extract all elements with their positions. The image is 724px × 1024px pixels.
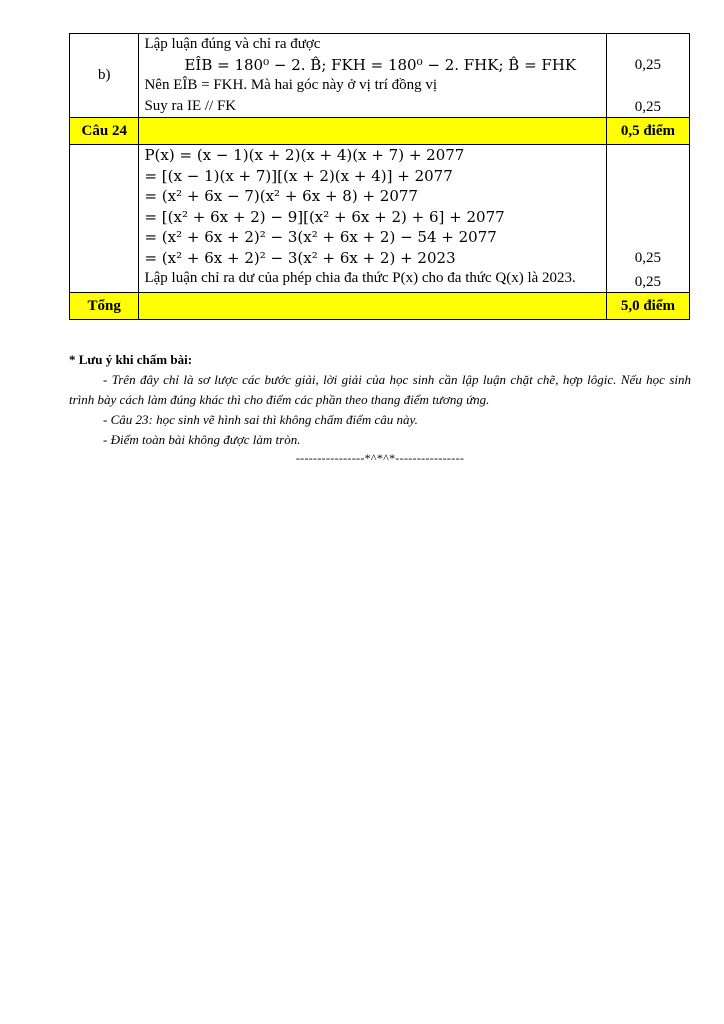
- total-row: [70, 293, 690, 320]
- solution-line: P(x) = (x − 1)(x + 2)(x + 4)(x + 7) + 2077: [144, 146, 465, 164]
- score-value: 0,25: [634, 273, 662, 290]
- solution-line: = (x² + 6x + 2)² − 3(x² + 6x + 2) − 54 + 2077: [144, 228, 497, 246]
- row-b-scores: [606, 34, 689, 118]
- total-points: 5,0 điểm: [606, 293, 689, 320]
- note-item: - Điểm toàn bài không được làm tròn.: [103, 432, 301, 447]
- question-24-blank: [139, 118, 606, 145]
- row-b-content: [139, 34, 606, 118]
- question-24-content-row: [70, 145, 690, 293]
- question-24-points: 0,5 điểm: [606, 118, 689, 145]
- score-value: 0,25: [634, 57, 662, 73]
- question-24-scores: [606, 145, 689, 293]
- solution-line: = [(x² + 6x + 2) − 9][(x² + 6x + 2) + 6] + 2077: [144, 207, 505, 226]
- total-blank: [139, 293, 606, 320]
- question-24-label: Câu 24: [70, 118, 139, 145]
- row-b-label: b): [70, 34, 139, 118]
- question-24-header-row: [70, 118, 690, 145]
- row-b-line: Nên EÎB = FKH. Mà hai góc này ở vị trí đồng vị: [144, 77, 438, 93]
- grading-notes: [69, 350, 691, 468]
- solution-conclusion: Lập luận chỉ ra dư của phép chia đa thức P(x) cho đa thức Q(x) là 2023.: [144, 270, 576, 286]
- score-value: 0,25: [634, 98, 662, 115]
- row-b: [70, 34, 690, 118]
- row-b-line: Suy ra IE // FK: [144, 97, 237, 114]
- end-marker: ----------------*^*^*----------------: [295, 451, 465, 465]
- score-value: 0,25: [634, 250, 662, 266]
- note-item: - Câu 23: học sinh vẽ hình sai thì không chấm điểm câu này.: [103, 412, 418, 427]
- solution-line: = [(x − 1)(x + 7)][(x + 2)(x + 4)] + 2077: [144, 166, 453, 185]
- question-24-empty-cell: [70, 145, 139, 293]
- solution-line: = (x² + 6x − 7)(x² + 6x + 8) + 2077: [144, 187, 418, 205]
- grading-table: [69, 33, 690, 320]
- row-b-line: Lập luận đúng và chỉ ra được: [144, 36, 321, 52]
- total-label: Tổng: [70, 293, 139, 320]
- notes-heading: * Lưu ý khi chấm bài:: [69, 352, 193, 367]
- note-item: - Trên đây chỉ là sơ lược các bước giải, lời giải của học sinh cần lập luận chặt chẽ, hợp lôgic. Nếu học sinh trình bày cách làm đúng khác thì cho điểm các phần theo thang điểm tương ứng.: [69, 372, 691, 407]
- question-24-solution: [139, 145, 606, 293]
- solution-line: = (x² + 6x + 2)² − 3(x² + 6x + 2) + 2023: [144, 248, 456, 267]
- row-b-formula: EÎB = 180⁰ − 2. B̂; FKH = 180⁰ − 2. FHK; B̂ = FHK: [184, 55, 577, 74]
